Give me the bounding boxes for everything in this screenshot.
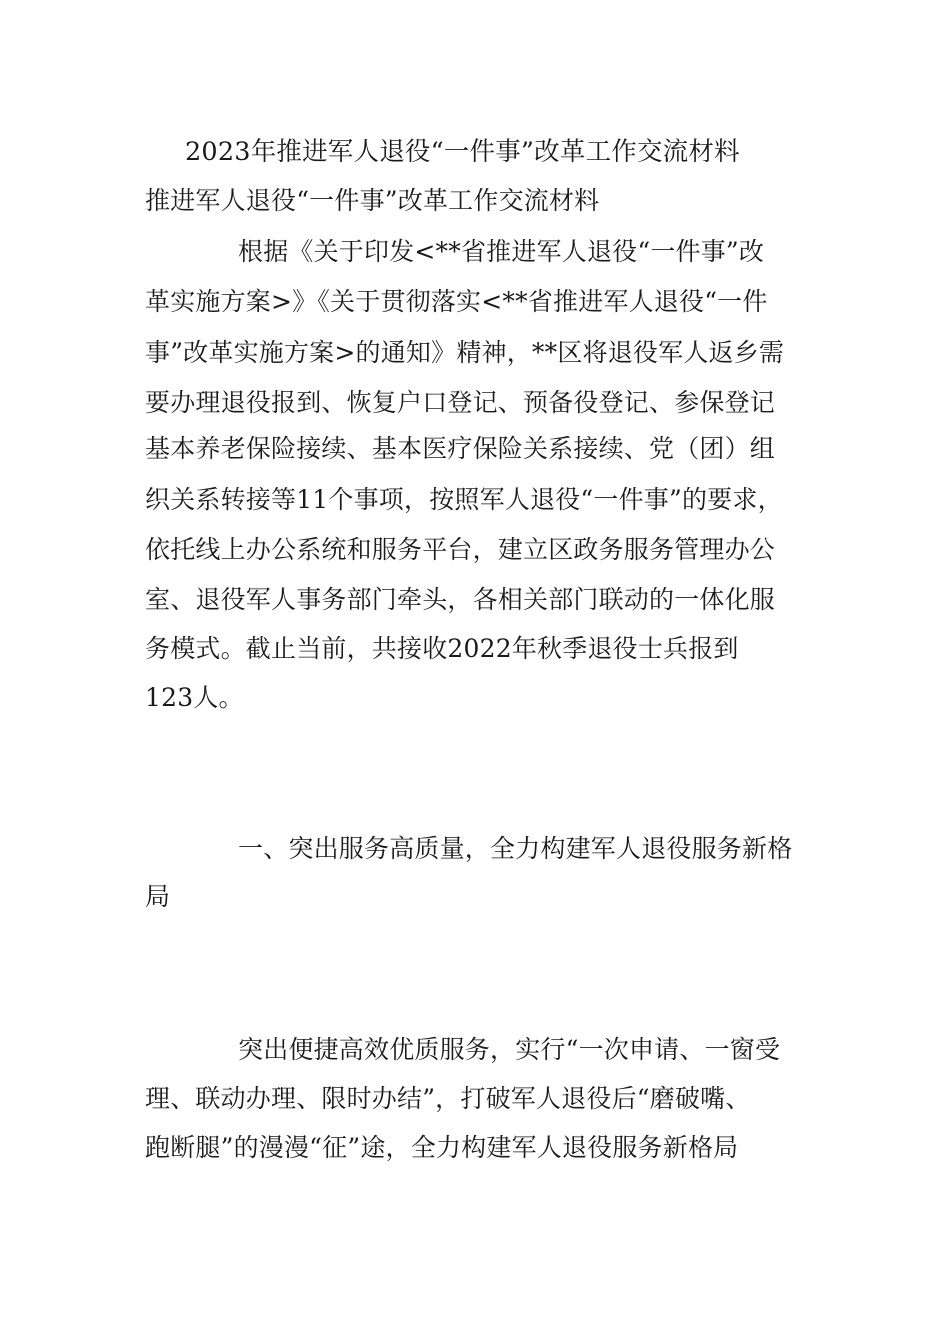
- document-subtitle: 推进军人退役“一件事”改革工作交流材料: [145, 186, 600, 215]
- section-heading-line: 一、突出服务高质量，全力构建军人退役服务新格: [238, 834, 793, 863]
- intro-line: 织关系转接等11个事项，按照军人退役“一件事”的要求，: [145, 485, 783, 514]
- intro-line: 基本养老保险接续、基本医疗保险关系接续、党（团）组: [145, 434, 776, 463]
- intro-line: 根据《关于印发<**省推进军人退役“一件事”改: [238, 237, 765, 266]
- intro-line: 依托线上办公系统和服务平台，建立区政务服务管理办公: [145, 535, 776, 564]
- section-body-line: 突出便捷高效优质服务，实行“一次申请、一窗受: [238, 1035, 781, 1064]
- intro-line: 123人。: [145, 683, 244, 712]
- section-body-line: 理、联动办理、限时办结”，打破军人退役后“磨破嘴、: [145, 1084, 751, 1113]
- intro-line: 要办理退役报到、恢复户口登记、预备役登记、参保登记: [145, 388, 776, 417]
- intro-line: 室、退役军人事务部门牵头，各相关部门联动的一体化服: [145, 585, 776, 614]
- section-heading-line: 局: [145, 882, 171, 911]
- document-title: 2023年推进军人退役“一件事”改革工作交流材料: [185, 137, 740, 167]
- intro-line: 革实施方案>》《关于贯彻落实<**省推进军人退役“一件: [145, 287, 768, 316]
- intro-line: 事”改革实施方案>的通知》精神，**区将退役军人返乡需: [145, 338, 785, 367]
- section-body-line: 跑断腿”的漫漫“征”途，全力构建军人退役服务新格局: [145, 1133, 739, 1162]
- intro-line: 务模式。截止当前，共接收2022年秋季退役士兵报到: [145, 634, 739, 663]
